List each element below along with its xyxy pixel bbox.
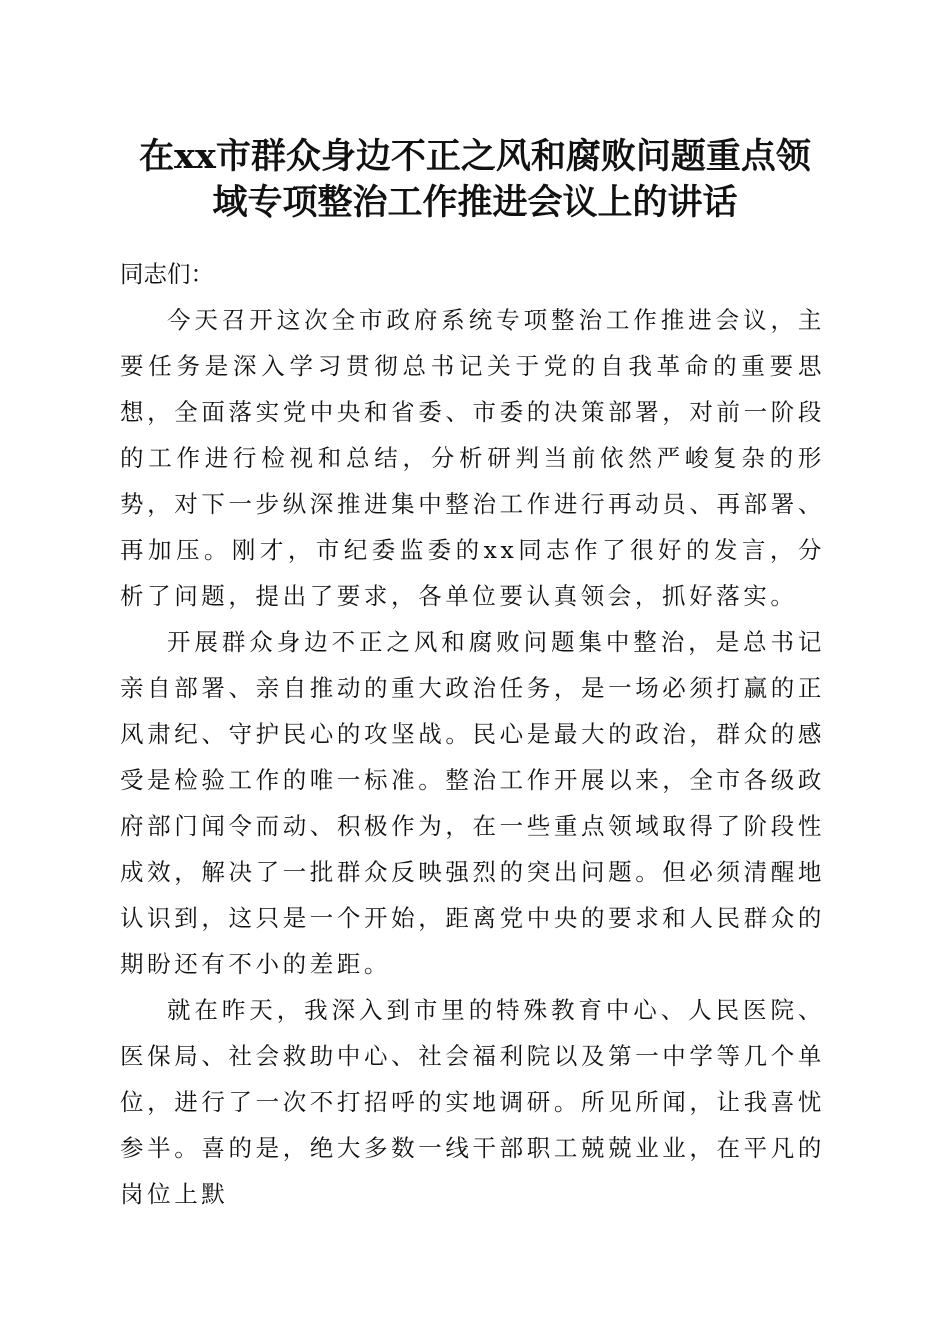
document-body [120, 251, 825, 1217]
title-line-1: 在xx市群众身边不正之风和腐败问题重点领 [139, 136, 811, 177]
paragraph-3: 就在昨天，我深入到市里的特殊教育中心、人民医院、医保局、社会救助中心、社会福利院以及第一中学等几个单位，进行了一次不打招呼的实地调研。所见所闻，让我喜忧参半。喜的是，绝大多数一线干部职工兢兢业业，在平凡的岗位上默 [120, 996, 825, 1208]
paragraph-1: 今天召开这次全市政府系统专项整治工作推进会议，主要任务是深入学习贯彻总书记关于党的自我革命的重要思想，全面落实党中央和省委、市委的决策部署，对前一阶段的工作进行检视和总结，分析研判当前依然严峻复杂的形势，对下一步纵深推进集中整治工作进行再动员、再部署、再加压。刚才，市纪委监委的xx同志作了很好的发言，分析了问题，提出了要求，各单位要认真领会，抓好落实。 [120, 306, 825, 610]
salutation: 同志们： [120, 260, 214, 288]
paragraph-2: 开展群众身边不正之风和腐败问题集中整治，是总书记亲自部署、亲自推动的重大政治任务，是一场必须打赢的正风肃纪、守护民心的攻坚战。民心是最大的政治，群众的感受是检验工作的唯一标准。整治工作开展以来，全市各级政府部门闻令而动、积极作为，在一些重点领域取得了阶段性成效，解决了一批群众反映强烈的突出问题。但必须清醒地认识到，这只是一个开始，距离党中央的要求和人民群众的期盼还有不小的差距。 [120, 628, 825, 978]
title-line-2: 域专项整治工作推进会议上的讲话 [212, 182, 738, 223]
document-title [110, 134, 840, 226]
